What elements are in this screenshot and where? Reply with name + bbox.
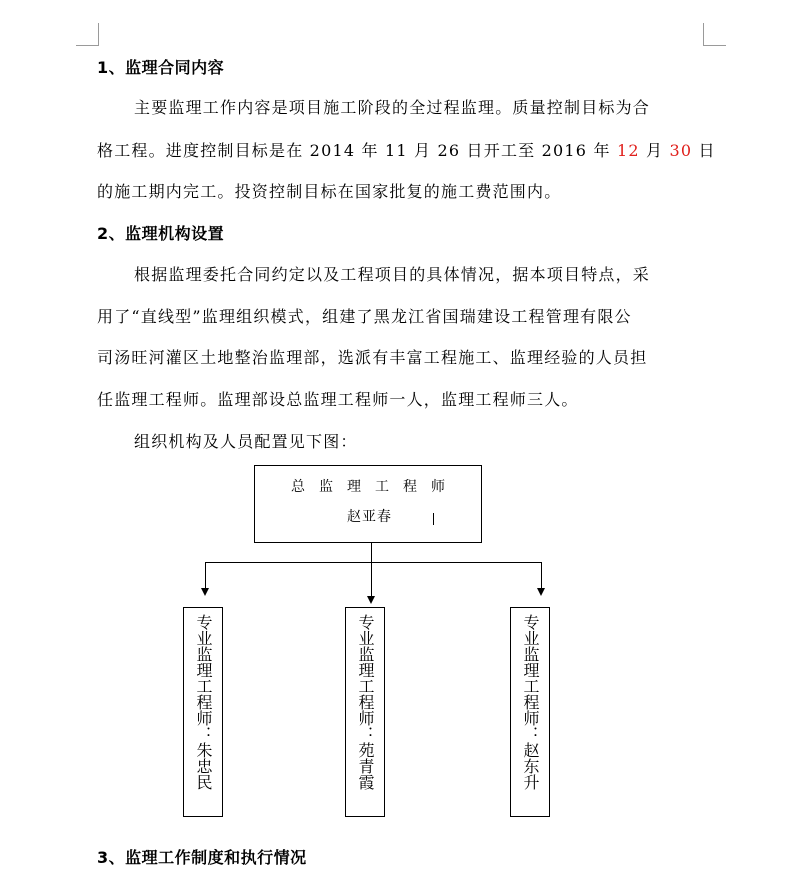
arrow-down-icon xyxy=(537,588,545,596)
section-3-heading: 3、监理工作制度和执行情况 xyxy=(97,848,307,867)
section-1-heading: 1、监理合同内容 xyxy=(97,58,225,77)
connector-line-horizontal xyxy=(205,562,541,563)
connector-line-left xyxy=(205,562,206,590)
org-chart-member-box xyxy=(183,607,223,817)
chief-name: 赵亚春 xyxy=(347,509,392,525)
arrow-down-icon xyxy=(201,588,209,596)
paragraph-line: 的施工期内完工。投资控制目标在国家批复的施工费范围内。 xyxy=(97,182,562,201)
paragraph-line: 格工程。进度控制目标是在 2014 年 11 月 26 日开工至 2016 年 12 月 30 日 xyxy=(97,141,716,160)
paragraph-line: 根据监理委托合同约定以及工程项目的具体情况，据本项目特点，采 xyxy=(134,265,651,284)
section-2-heading: 2、监理机构设置 xyxy=(97,224,225,243)
arrow-down-icon xyxy=(367,596,375,604)
highlight-month: 12 xyxy=(616,141,640,160)
paragraph-line: 任监理工程师。监理部设总监理工程师一人，监理工程师三人。 xyxy=(97,390,579,409)
org-chart-member-box xyxy=(510,607,550,817)
member-label: 专业监理工程师：朱忠民 xyxy=(194,614,213,790)
paragraph-line: 司汤旺河灌区土地整治监理部，选派有丰富工程施工、监理经验的人员担 xyxy=(97,348,648,367)
chief-title: 总监理工程师 xyxy=(291,479,459,495)
paragraph-line: 组织机构及人员配置见下图： xyxy=(134,432,358,451)
member-label: 专业监理工程师：赵东升 xyxy=(521,614,540,790)
paragraph-line: 用了“直线型”监理组织模式，组建了黑龙江省国瑞建设工程管理有限公 xyxy=(97,307,632,326)
text-cursor xyxy=(433,513,434,525)
org-chart-chief-box xyxy=(254,465,482,543)
connector-line-center xyxy=(371,543,372,599)
org-chart-member-box xyxy=(345,607,385,817)
paragraph-line: 主要监理工作内容是项目施工阶段的全过程监理。质量控制目标为合 xyxy=(134,98,651,117)
highlight-day: 30 xyxy=(669,141,693,160)
member-label: 专业监理工程师：苑青霞 xyxy=(356,614,375,790)
page-corner-mark-top-left xyxy=(76,23,99,46)
page-corner-mark-top-right xyxy=(703,23,726,46)
connector-line-right xyxy=(541,562,542,590)
